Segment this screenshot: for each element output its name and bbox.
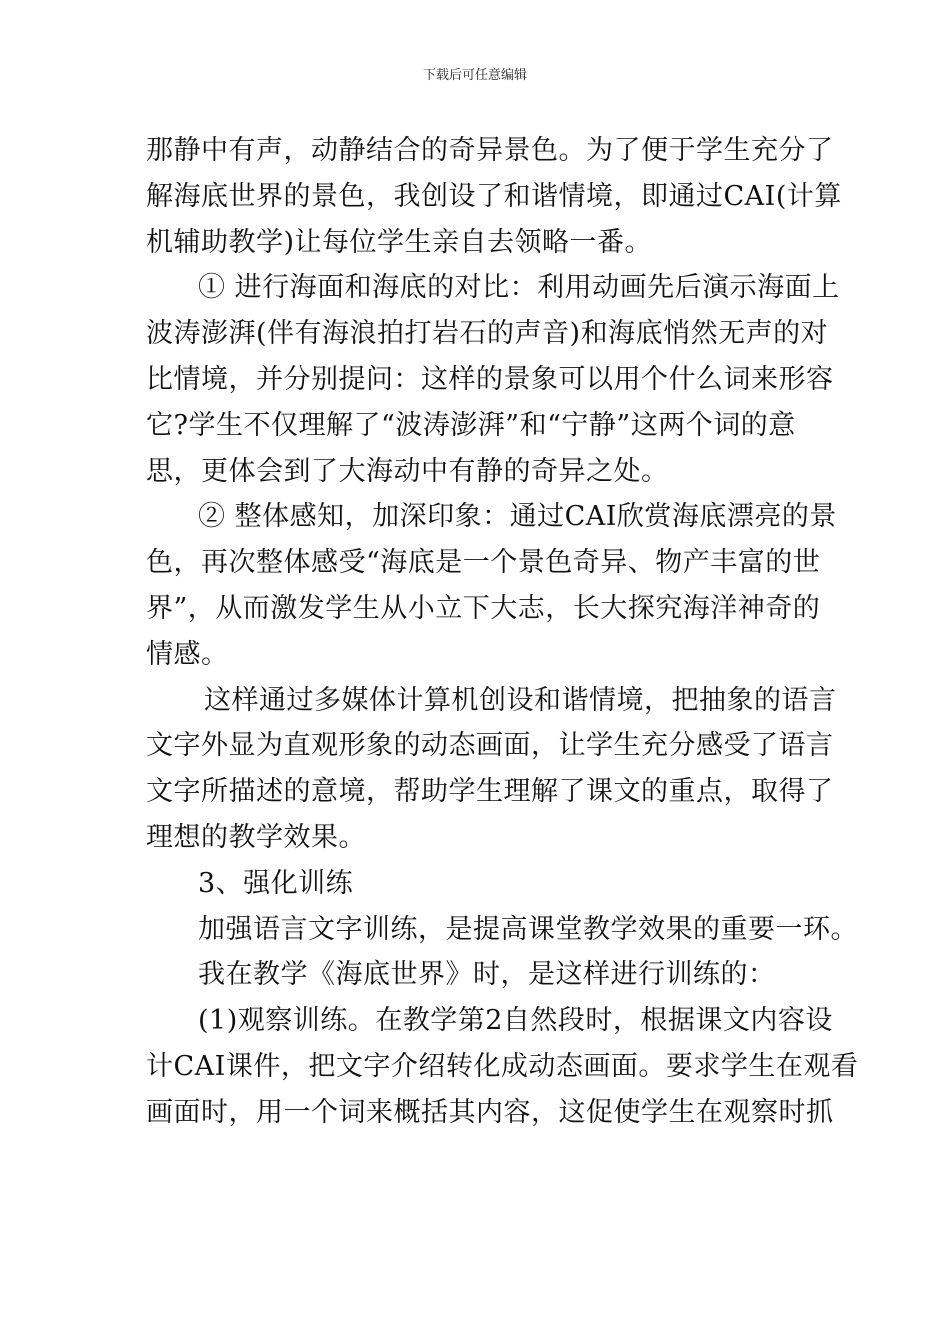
text-line: 画面时，用一个词来概括其内容，这促使学生在观察时抓 (146, 1096, 834, 1128)
text-line: 波涛澎湃(伴有海浪拍打岩石的声音)和海底悄然无声的对 (146, 318, 829, 350)
text-line: 情感。 (146, 638, 229, 670)
text-line: 文字外显为直观形象的动态画面，让学生充分感受了语言 (146, 730, 834, 762)
text-line: 它?学生不仅理解了“波涛澎湃”和“宁静”这两个词的意 (146, 409, 796, 441)
text-line: 比情境，并分别提问：这样的景象可以用个什么词来形容 (146, 363, 834, 395)
text-line: 加强语言文字训练，是提高课堂教学效果的重要一环。 (198, 913, 858, 945)
text-line: 机辅助教学)让每位学生亲自去领略一番。 (146, 226, 653, 258)
text-line: ① 进行海面和海底的对比：利用动画先后演示海面上 (198, 272, 840, 304)
text-line: 色，再次整体感受“海底是一个景色奇异、物产丰富的世 (146, 547, 821, 579)
text-line: 界”，从而激发学生从小立下大志，长大探究海洋神奇的 (146, 592, 821, 624)
section-heading: 3、强化训练 (198, 867, 354, 899)
document-body (146, 128, 859, 1136)
text-line: 那静中有声，动静结合的奇异景色。为了便于学生充分了 (146, 135, 834, 166)
text-line: ② 整体感知，加深印象：通过CAI欣赏海底漂亮的景 (198, 501, 837, 533)
text-line: 解海底世界的景色，我创设了和谐情境，即通过CAI(计算 (146, 180, 842, 212)
text-line: 思，更体会到了大海动中有静的奇异之处。 (146, 455, 669, 487)
text-line: 这样通过多媒体计算机创设和谐情境，把抽象的语言 (204, 684, 837, 716)
text-line: 理想的教学效果。 (146, 821, 366, 853)
page-header: 下载后可任意编辑 (422, 68, 527, 83)
text-line: 计CAI课件，把文字介绍转化成动态画面。要求学生在观看 (146, 1050, 859, 1082)
text-line: (1)观察训练。在教学第2自然段时，根据课文内容设 (198, 1005, 833, 1037)
text-line: 文字所描述的意境，帮助学生理解了课文的重点，取得了 (146, 776, 834, 808)
text-line: 我在教学《海底世界》时，是这样进行训练的： (198, 959, 776, 991)
